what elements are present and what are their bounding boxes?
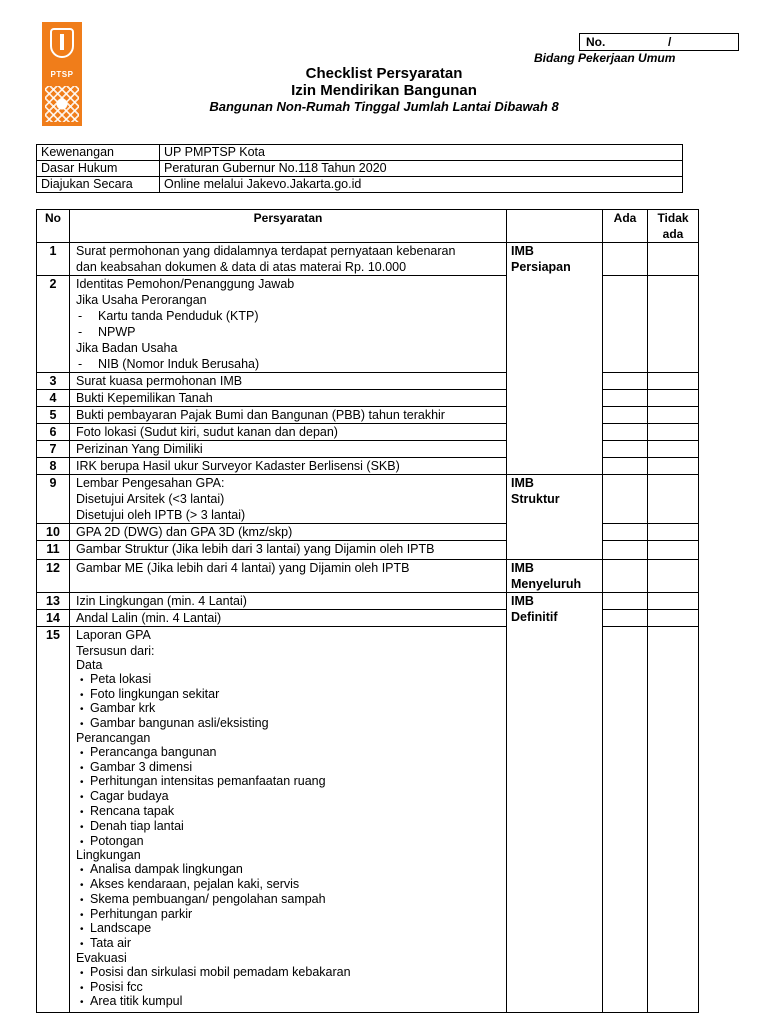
requirement-text: Laporan GPA Tersusun dari: Data • Peta lokasi • Foto lingkungan sekitar • Gambar krk • Gambar bangunan asli/eksisting Perancangan • Perancanga bangunan • Gambar 3 dimensi • Perhitungan intensitas pemanfaatan ruang • Cagar budaya • Rencana tapak • Denah tiap lantai • Potongan Lingkungan • Analisa dampak lingkungan • Akses kendaraan, pejalan kaki, servis • Skema pembuangan/ pengolahan sampah • Perhitungan parkir • Landscape • Tata air Evakuasi • Posisi dan sirkulasi mobil pemadam kebakaran • Posisi fcc • Area titik kumpul [70, 627, 507, 1013]
checkbox-ada[interactable] [603, 593, 648, 610]
header-no: No [37, 210, 70, 243]
list-item: • Gambar bangunan asli/eksisting [80, 716, 269, 731]
checkbox-ada[interactable] [603, 390, 648, 407]
group-title: Perancangan [76, 730, 151, 745]
checkbox-tidak-ada[interactable] [648, 276, 699, 373]
checkbox-ada[interactable] [603, 424, 648, 441]
requirement-text: GPA 2D (DWG) dan GPA 3D (kmz/skp) [70, 524, 507, 541]
number-separator: / [668, 35, 672, 49]
requirement-text: Perizinan Yang Dimiliki [70, 441, 507, 458]
division-label: Bidang Pekerjaan Umum [534, 51, 676, 65]
checkbox-tidak-ada[interactable] [648, 424, 699, 441]
requirement-text: Gambar ME (Jika lebih dari 4 lantai) yang Dijamin oleh IPTB [70, 560, 507, 593]
row-number: 5 [37, 407, 70, 424]
document-title: Checklist Persyaratan [305, 65, 463, 82]
checkbox-tidak-ada[interactable] [648, 524, 699, 541]
group-title: Data [76, 658, 103, 672]
checkbox-tidak-ada[interactable] [648, 458, 699, 475]
header-tidak-ada: Tidak ada [648, 210, 699, 243]
requirement-text: Bukti Kepemilikan Tanah [70, 390, 507, 407]
list-item: • Tata air [80, 936, 131, 951]
checkbox-tidak-ada[interactable] [648, 593, 699, 610]
checkbox-ada[interactable] [603, 243, 648, 276]
group-title: Lingkungan [76, 848, 141, 863]
info-row [37, 177, 683, 193]
requirement-text: Surat permohonan yang didalamnya terdapat pernyataan kebenaran dan keabsahan dokumen & data di atas materai Rp. 10.000 [70, 243, 507, 276]
row-number: 12 [37, 560, 70, 593]
requirement-text: Andal Lalin (min. 4 Lantai) [70, 610, 507, 627]
list-item: • Posisi fcc [80, 979, 143, 994]
row-number: 13 [37, 593, 70, 610]
info-row [37, 161, 683, 177]
document-subtitle: Bangunan Non-Rumah Tinggal Jumlah Lantai Dibawah 8 [209, 99, 559, 114]
stage-imb-menyeluruh: IMB Menyeluruh [507, 560, 603, 593]
checkbox-ada[interactable] [603, 524, 648, 541]
row-number: 1 [37, 243, 70, 276]
document-title-line2: Izin Mendirikan Bangunan [291, 82, 477, 99]
row-number: 10 [37, 524, 70, 541]
checkbox-ada[interactable] [603, 373, 648, 390]
checkbox-tidak-ada[interactable] [648, 441, 699, 458]
info-value: Peraturan Gubernur No.118 Tahun 2020 [160, 161, 683, 177]
table-row [37, 475, 699, 524]
logo-text: PTSP [50, 70, 74, 79]
list-item: • Area titik kumpul [80, 994, 183, 1009]
list-item: • Posisi dan sirkulasi mobil pemadam kebakaran [80, 964, 351, 979]
requirement-text: IRK berupa Hasil ukur Surveyor Kadaster Berlisensi (SKB) [70, 458, 507, 475]
header-ada: Ada [603, 210, 648, 243]
jakarta-seal-icon [50, 28, 74, 58]
checkbox-tidak-ada[interactable] [648, 243, 699, 276]
checklist-table [36, 209, 699, 1013]
info-value: UP PMPTSP Kota [160, 145, 683, 161]
checkbox-tidak-ada[interactable] [648, 560, 699, 593]
group-title: Evakuasi [76, 950, 127, 965]
info-label: Diajukan Secara [37, 177, 160, 193]
row-number: 11 [37, 541, 70, 560]
requirement-text: Identitas Pemohon/Penanggung Jawab Jika Usaha Perorangan - Kartu tanda Penduduk (KTP) - NPWP Jika Badan Usaha - NIB (Nomor Induk Berusaha) [70, 276, 507, 373]
list-item: • Peta lokasi [80, 671, 152, 686]
header-stage [507, 210, 603, 243]
checkbox-tidak-ada[interactable] [648, 541, 699, 560]
list-item: • Perhitungan parkir [80, 906, 193, 921]
info-label: Dasar Hukum [37, 161, 160, 177]
checkbox-tidak-ada[interactable] [648, 475, 699, 524]
checkbox-tidak-ada[interactable] [648, 407, 699, 424]
list-item: • Cagar budaya [80, 789, 169, 804]
requirement-text: Gambar Struktur (Jika lebih dari 3 lantai) yang Dijamin oleh IPTB [70, 541, 507, 560]
stage-imb-persiapan: IMB Persiapan [507, 243, 603, 475]
list-item: • Rencana tapak [80, 803, 175, 818]
checkbox-ada[interactable] [603, 541, 648, 560]
list-item: • Skema pembuangan/ pengolahan sampah [80, 891, 326, 906]
checkbox-ada[interactable] [603, 610, 648, 627]
checkbox-tidak-ada[interactable] [648, 627, 699, 1013]
requirement-text: Bukti pembayaran Pajak Bumi dan Bangunan (PBB) tahun terakhir [70, 407, 507, 424]
checkbox-ada[interactable] [603, 458, 648, 475]
row-number: 4 [37, 390, 70, 407]
row-number: 15 [37, 627, 70, 1013]
list-item: • Denah tiap lantai [80, 818, 184, 833]
checkbox-ada[interactable] [603, 560, 648, 593]
requirement-text: Foto lokasi (Sudut kiri, sudut kanan dan depan) [70, 424, 507, 441]
number-label: No. [586, 35, 606, 49]
info-label: Kewenangan [37, 145, 160, 161]
row-number: 2 [37, 276, 70, 373]
checkbox-ada[interactable] [603, 475, 648, 524]
table-row [37, 593, 699, 610]
list-item: • Perhitungan intensitas pemanfaatan ruang [80, 774, 326, 789]
row-number: 14 [37, 610, 70, 627]
list-item: • Akses kendaraan, pejalan kaki, servis [80, 876, 300, 891]
checkbox-tidak-ada[interactable] [648, 373, 699, 390]
table-row [37, 243, 699, 276]
list-item: • Foto lingkungan sekitar [80, 686, 220, 701]
row-number: 8 [37, 458, 70, 475]
stage-imb-definitif: IMB Definitif [507, 593, 603, 1013]
checkbox-ada[interactable] [603, 627, 648, 1013]
checkbox-tidak-ada[interactable] [648, 390, 699, 407]
row-number: 9 [37, 475, 70, 524]
list-item: • Gambar 3 dimensi [80, 759, 193, 774]
header-requirement: Persyaratan [70, 210, 507, 243]
row-number: 6 [37, 424, 70, 441]
table-header-row [37, 210, 699, 243]
list-item: • Perancanga bangunan [80, 744, 217, 759]
info-row [37, 145, 683, 161]
list-item: • Potongan [80, 833, 144, 848]
table-row [37, 560, 699, 593]
row-number: 7 [37, 441, 70, 458]
list-item: • Landscape [80, 921, 152, 936]
document-number-box [579, 33, 739, 51]
checkbox-ada[interactable] [603, 276, 648, 373]
checkbox-ada[interactable] [603, 407, 648, 424]
row-number: 3 [37, 373, 70, 390]
requirement-text: Surat kuasa permohonan IMB [70, 373, 507, 390]
stage-imb-struktur: IMB Struktur [507, 475, 603, 560]
info-table [36, 144, 683, 193]
requirement-text: Lembar Pengesahan GPA: Disetujui Arsitek (<3 lantai) Disetujui oleh IPTB (> 3 lantai) [70, 475, 507, 524]
requirement-text: Izin Lingkungan (min. 4 Lantai) [70, 593, 507, 610]
list-item: • Analisa dampak lingkungan [80, 862, 243, 877]
checkbox-tidak-ada[interactable] [648, 610, 699, 627]
list-item: • Gambar krk [80, 701, 156, 716]
info-value: Online melalui Jakevo.Jakarta.go.id [160, 177, 683, 193]
checkbox-ada[interactable] [603, 441, 648, 458]
